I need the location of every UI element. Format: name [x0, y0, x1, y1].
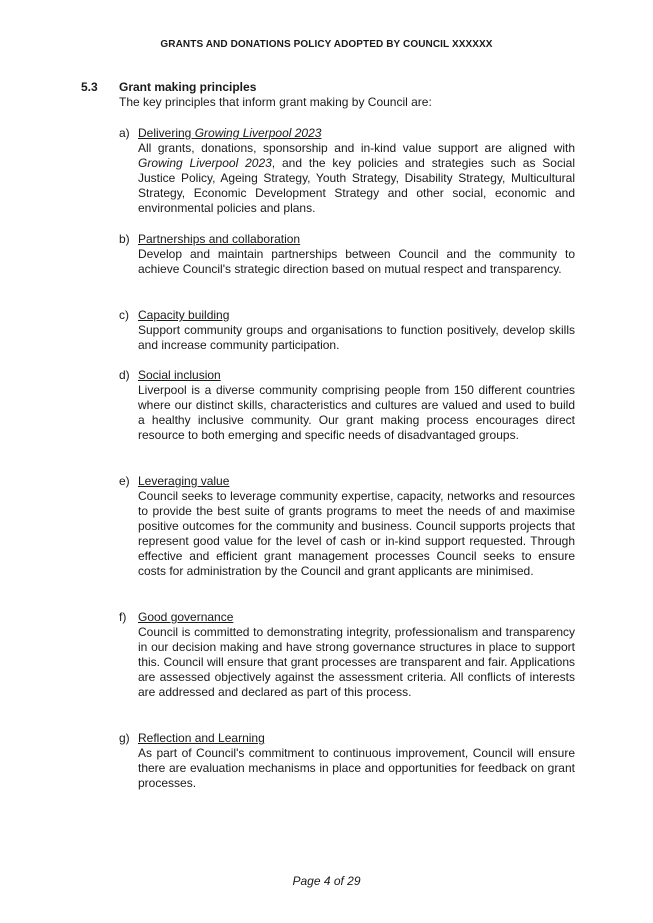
- principle-body-part2: , and the key policies and strategies such as Social Justice Policy, Ageing Strategy, Youth Strategy, Disability Strategy, Multicultural Strategy, Economic Development Strategy and other social, economic and environmental policies and plans.: [138, 156, 575, 215]
- principle-heading-italic: Growing Liverpool 2023: [194, 126, 322, 140]
- principle-body: As part of Council's commitment to continuous improvement, Council will ensure there are evaluation mechanisms in place and opportunities for feedback on grant processes.: [138, 746, 575, 790]
- principle-letter: d): [119, 368, 130, 382]
- principle-heading: [138, 126, 575, 141]
- principle-heading-prefix: Delivering: [138, 126, 195, 140]
- principle-item: [119, 308, 575, 353]
- section-title: Grant making principles: [119, 80, 257, 94]
- principle-letter: f): [119, 610, 127, 624]
- principle-item: [119, 368, 575, 443]
- principle-letter: a): [119, 126, 130, 140]
- principle-heading: Reflection and Learning: [138, 731, 265, 745]
- principle-letter: c): [119, 308, 129, 322]
- principle-body: Council is committed to demonstrating integrity, professionalism and transparency in our decision making and have strong governance structures in place to support this. Council will ensure that grant processes are transparent and fair. Applications are assessed objectively against the assessment criteria. All conflicts of interests are addressed and declared as part of this process.: [138, 625, 575, 699]
- section-intro: The key principles that inform grant making by Council are:: [119, 95, 432, 109]
- principle-body: Develop and maintain partnerships between Council and the community to achieve Council's strategic direction based on mutual respect and transparency.: [138, 247, 575, 276]
- principle-item: [119, 731, 575, 791]
- principle-letter: g): [119, 731, 130, 745]
- principle-item: [119, 610, 575, 700]
- principle-body-italic: Growing Liverpool 2023: [138, 156, 272, 170]
- principle-body: [138, 141, 575, 216]
- principle-heading: Leveraging value: [138, 474, 230, 488]
- principle-letter: e): [119, 474, 130, 488]
- principle-body: Council seeks to leverage community expertise, capacity, networks and resources to provide the best suite of grants programs to meet the needs of and maximise positive outcomes for the community and business. Council supports projects that represent good value for the level of cash or in-kind support requested. Through effective and efficient grant management processes Council seeks to ensure costs for administration by the Council and grant applicants are minimised.: [138, 489, 575, 578]
- principle-heading: Social inclusion: [138, 368, 221, 382]
- page-number: Page 4 of 29: [292, 874, 361, 888]
- principle-letter: b): [119, 232, 130, 246]
- section-number: 5.3: [81, 80, 98, 94]
- principle-item: [119, 474, 575, 579]
- principle-heading: Partnerships and collaboration: [138, 232, 301, 246]
- principle-item: [119, 126, 575, 216]
- principle-body: Support community groups and organisations to function positively, develop skills and increase community participation.: [138, 323, 575, 352]
- principle-body-part1: All grants, donations, sponsorship and in-kind value support are aligned with: [138, 141, 575, 155]
- page-header: GRANTS AND DONATIONS POLICY ADOPTED BY COUNCIL XXXXXX: [160, 39, 493, 50]
- principle-heading: Good governance: [138, 610, 234, 624]
- principle-heading: Capacity building: [138, 308, 230, 322]
- principle-item: [119, 232, 575, 277]
- principle-body: Liverpool is a diverse community comprising people from 150 different countries where our distinct skills, characteristics and cultures are valued and used to build a healthy inclusive community. Our grant making process encourages direct resource to both emerging and specific needs of disadvantaged groups.: [138, 383, 575, 442]
